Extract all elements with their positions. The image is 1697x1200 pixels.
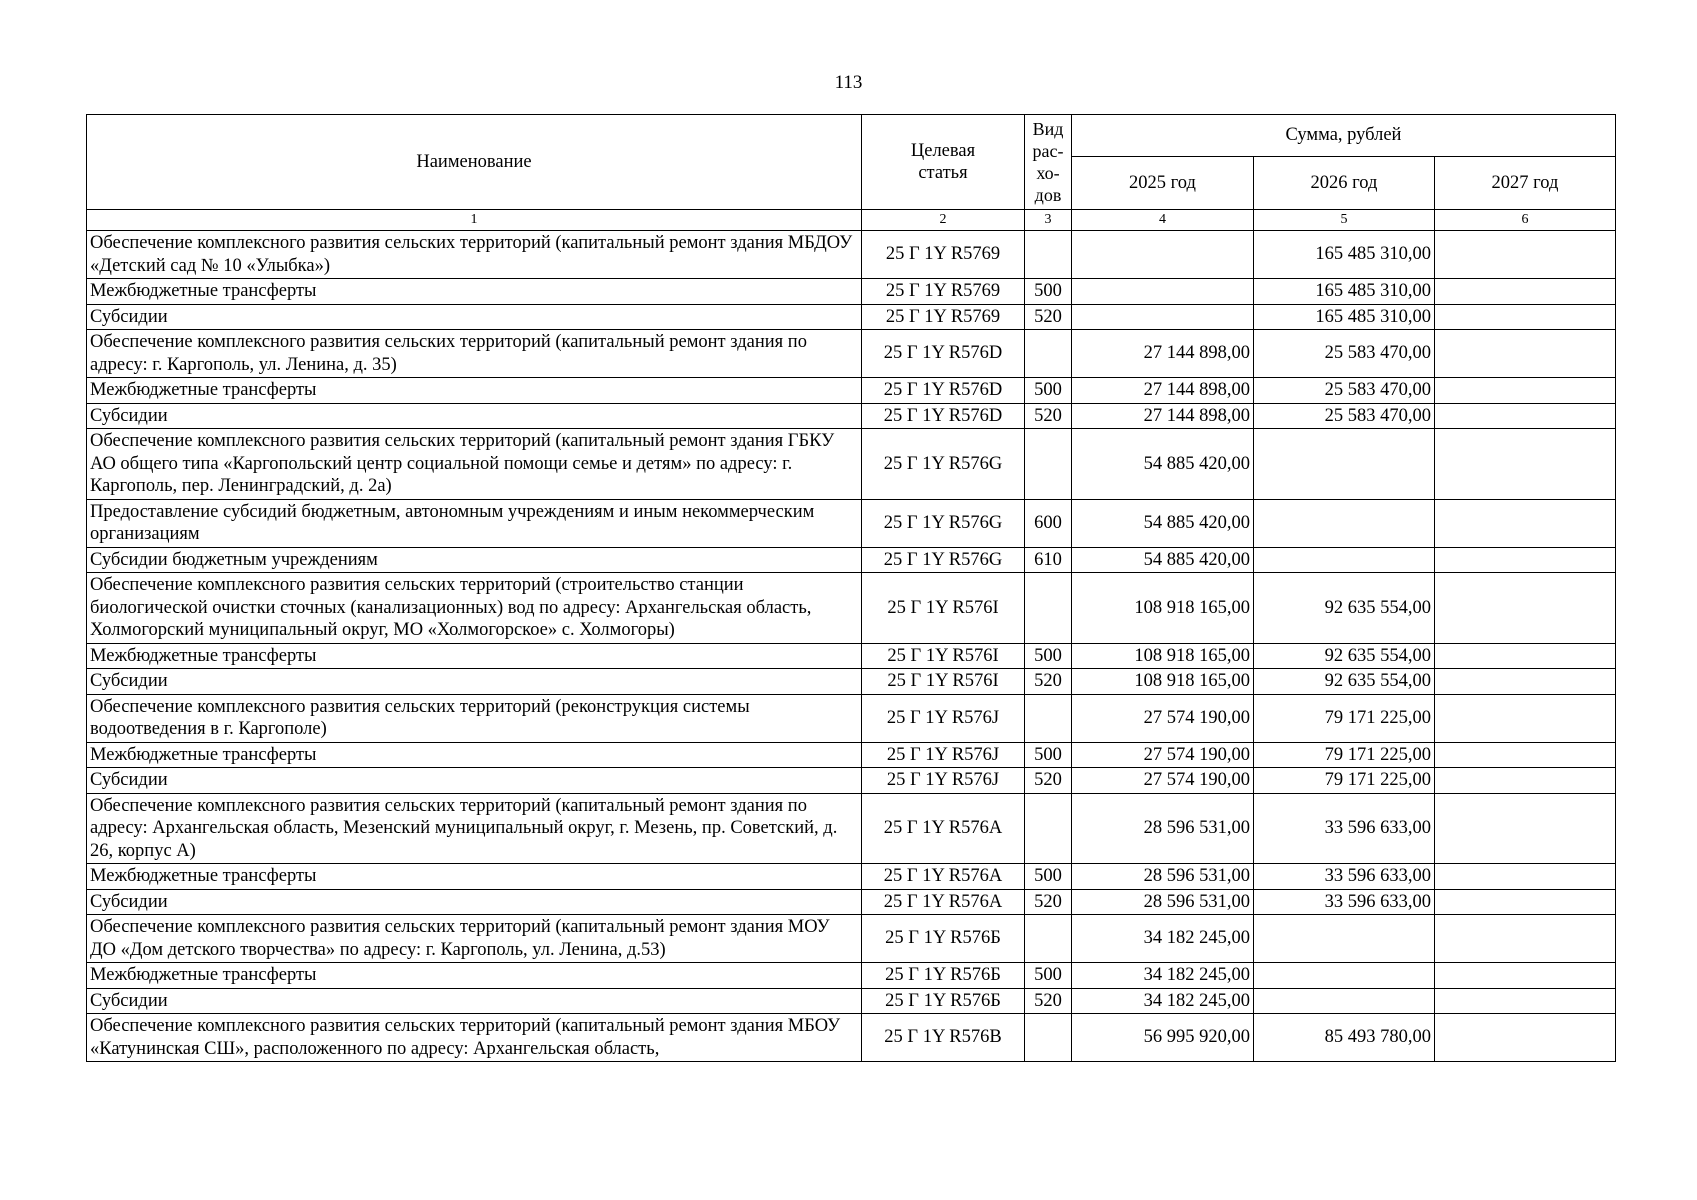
row-amount-2025: 54 885 420,00 bbox=[1072, 429, 1254, 500]
row-expense-type: 520 bbox=[1025, 403, 1072, 429]
row-amount-2025: 27 574 190,00 bbox=[1072, 742, 1254, 768]
header-year-2026: 2026 год bbox=[1254, 157, 1435, 210]
row-amount-2025 bbox=[1072, 304, 1254, 330]
row-amount-2027 bbox=[1435, 915, 1616, 963]
row-expense-type: 520 bbox=[1025, 889, 1072, 915]
row-amount-2027 bbox=[1435, 742, 1616, 768]
row-name: Обеспечение комплексного развития сельских территорий (капитальный ремонт здания МБДОУ «Детский сад № 10 «Улыбка») bbox=[87, 231, 862, 279]
row-expense-type: 500 bbox=[1025, 643, 1072, 669]
row-name: Субсидии bbox=[87, 768, 862, 794]
row-amount-2027 bbox=[1435, 963, 1616, 989]
row-amount-2025: 27 574 190,00 bbox=[1072, 694, 1254, 742]
row-amount-2027 bbox=[1435, 279, 1616, 305]
row-amount-2026: 79 171 225,00 bbox=[1254, 768, 1435, 794]
row-target-article: 25 Г 1Y R576Б bbox=[862, 963, 1025, 989]
header-target-article bbox=[862, 115, 1025, 210]
row-target-article: 25 Г 1Y R576J bbox=[862, 694, 1025, 742]
row-amount-2025: 34 182 245,00 bbox=[1072, 963, 1254, 989]
row-target-article: 25 Г 1Y R576D bbox=[862, 330, 1025, 378]
table-row bbox=[87, 864, 1616, 890]
row-name: Обеспечение комплексного развития сельских территорий (реконструкция системы водоотведения в г. Каргополе) bbox=[87, 694, 862, 742]
table-row bbox=[87, 1014, 1616, 1062]
row-name: Субсидии бюджетным учреждениям bbox=[87, 547, 862, 573]
table-row bbox=[87, 573, 1616, 644]
row-target-article: 25 Г 1Y R5769 bbox=[862, 279, 1025, 305]
row-amount-2027 bbox=[1435, 889, 1616, 915]
row-amount-2025: 27 144 898,00 bbox=[1072, 403, 1254, 429]
budget-table bbox=[86, 114, 1616, 1062]
row-name: Межбюджетные трансферты bbox=[87, 378, 862, 404]
table-row bbox=[87, 378, 1616, 404]
header-expense-type-line: Вид bbox=[1032, 119, 1064, 139]
row-target-article: 25 Г 1Y R576Б bbox=[862, 915, 1025, 963]
row-amount-2027 bbox=[1435, 378, 1616, 404]
table-row bbox=[87, 547, 1616, 573]
row-target-article: 25 Г 1Y R576I bbox=[862, 669, 1025, 695]
row-amount-2026 bbox=[1254, 988, 1435, 1014]
row-amount-2027 bbox=[1435, 403, 1616, 429]
row-amount-2026 bbox=[1254, 547, 1435, 573]
table-row bbox=[87, 988, 1616, 1014]
row-expense-type bbox=[1025, 694, 1072, 742]
row-name: Обеспечение комплексного развития сельских территорий (капитальный ремонт здания МОУ ДО «Дом детского творчества» по адресу: г. Каргополь, ул. Ленина, д.53) bbox=[87, 915, 862, 963]
row-expense-type bbox=[1025, 573, 1072, 644]
row-amount-2026: 25 583 470,00 bbox=[1254, 378, 1435, 404]
table-row bbox=[87, 669, 1616, 695]
row-amount-2025: 56 995 920,00 bbox=[1072, 1014, 1254, 1062]
row-amount-2027 bbox=[1435, 669, 1616, 695]
row-target-article: 25 Г 1Y R576J bbox=[862, 742, 1025, 768]
row-target-article: 25 Г 1Y R576A bbox=[862, 889, 1025, 915]
row-name: Межбюджетные трансферты bbox=[87, 643, 862, 669]
row-amount-2027 bbox=[1435, 499, 1616, 547]
table-row bbox=[87, 793, 1616, 864]
row-target-article: 25 Г 1Y R576I bbox=[862, 643, 1025, 669]
row-amount-2026: 92 635 554,00 bbox=[1254, 669, 1435, 695]
row-amount-2027 bbox=[1435, 793, 1616, 864]
row-amount-2027 bbox=[1435, 304, 1616, 330]
row-amount-2027 bbox=[1435, 988, 1616, 1014]
row-amount-2026 bbox=[1254, 499, 1435, 547]
table-row bbox=[87, 499, 1616, 547]
row-target-article: 25 Г 1Y R576A bbox=[862, 864, 1025, 890]
table-row bbox=[87, 643, 1616, 669]
header-expense-type bbox=[1025, 115, 1072, 210]
column-number: 4 bbox=[1072, 210, 1254, 231]
row-amount-2026 bbox=[1254, 915, 1435, 963]
row-amount-2026: 92 635 554,00 bbox=[1254, 573, 1435, 644]
row-expense-type bbox=[1025, 330, 1072, 378]
row-expense-type: 610 bbox=[1025, 547, 1072, 573]
header-target-article-text: Целевая статья bbox=[910, 140, 976, 183]
table-row bbox=[87, 279, 1616, 305]
row-expense-type bbox=[1025, 231, 1072, 279]
row-amount-2027 bbox=[1435, 768, 1616, 794]
row-amount-2026: 33 596 633,00 bbox=[1254, 864, 1435, 890]
row-target-article: 25 Г 1Y R576D bbox=[862, 378, 1025, 404]
row-target-article: 25 Г 1Y R576D bbox=[862, 403, 1025, 429]
column-number-row bbox=[87, 210, 1616, 231]
row-expense-type: 500 bbox=[1025, 279, 1072, 305]
row-amount-2025: 54 885 420,00 bbox=[1072, 499, 1254, 547]
table-row bbox=[87, 304, 1616, 330]
row-expense-type: 520 bbox=[1025, 304, 1072, 330]
row-expense-type bbox=[1025, 1014, 1072, 1062]
row-amount-2025: 108 918 165,00 bbox=[1072, 573, 1254, 644]
table-row bbox=[87, 403, 1616, 429]
header-expense-type-line: хо- bbox=[1036, 163, 1060, 183]
row-expense-type: 600 bbox=[1025, 499, 1072, 547]
table-row bbox=[87, 889, 1616, 915]
row-amount-2027 bbox=[1435, 643, 1616, 669]
row-amount-2025 bbox=[1072, 231, 1254, 279]
row-amount-2026: 165 485 310,00 bbox=[1254, 279, 1435, 305]
row-amount-2025 bbox=[1072, 279, 1254, 305]
row-target-article: 25 Г 1Y R576G bbox=[862, 429, 1025, 500]
row-expense-type: 500 bbox=[1025, 963, 1072, 989]
row-amount-2026: 165 485 310,00 bbox=[1254, 304, 1435, 330]
row-amount-2027 bbox=[1435, 1014, 1616, 1062]
header-name: Наименование bbox=[87, 115, 862, 210]
row-name: Обеспечение комплексного развития сельских территорий (капитальный ремонт здания по адресу: Архангельская область, Мезенский муниципальный округ, г. Мезень, пр. Советский, д. 26, корпус А) bbox=[87, 793, 862, 864]
header-year-2027: 2027 год bbox=[1435, 157, 1616, 210]
row-amount-2025: 28 596 531,00 bbox=[1072, 864, 1254, 890]
row-amount-2026: 33 596 633,00 bbox=[1254, 889, 1435, 915]
row-amount-2026: 25 583 470,00 bbox=[1254, 403, 1435, 429]
header-year-2025: 2025 год bbox=[1072, 157, 1254, 210]
table-row bbox=[87, 429, 1616, 500]
row-amount-2025: 54 885 420,00 bbox=[1072, 547, 1254, 573]
table-row bbox=[87, 768, 1616, 794]
row-target-article: 25 Г 1Y R576B bbox=[862, 1014, 1025, 1062]
table-row bbox=[87, 694, 1616, 742]
table-row bbox=[87, 330, 1616, 378]
row-name: Межбюджетные трансферты bbox=[87, 864, 862, 890]
row-amount-2027 bbox=[1435, 330, 1616, 378]
row-amount-2027 bbox=[1435, 573, 1616, 644]
page-number: 113 bbox=[834, 72, 863, 93]
row-name: Субсидии bbox=[87, 889, 862, 915]
row-amount-2027 bbox=[1435, 864, 1616, 890]
row-amount-2025: 34 182 245,00 bbox=[1072, 988, 1254, 1014]
row-amount-2026: 25 583 470,00 bbox=[1254, 330, 1435, 378]
row-name: Субсидии bbox=[87, 669, 862, 695]
row-amount-2026 bbox=[1254, 963, 1435, 989]
column-number: 6 bbox=[1435, 210, 1616, 231]
header-expense-type-line: рас- bbox=[1032, 141, 1064, 161]
row-amount-2026: 85 493 780,00 bbox=[1254, 1014, 1435, 1062]
row-amount-2026: 33 596 633,00 bbox=[1254, 793, 1435, 864]
row-name: Обеспечение комплексного развития сельских территорий (капитальный ремонт здания по адресу: г. Каргополь, ул. Ленина, д. 35) bbox=[87, 330, 862, 378]
column-number: 3 bbox=[1025, 210, 1072, 231]
row-amount-2026 bbox=[1254, 429, 1435, 500]
header-sum: Сумма, рублей bbox=[1072, 115, 1616, 157]
row-amount-2025: 108 918 165,00 bbox=[1072, 669, 1254, 695]
row-amount-2026: 79 171 225,00 bbox=[1254, 694, 1435, 742]
row-expense-type: 500 bbox=[1025, 864, 1072, 890]
row-amount-2025: 28 596 531,00 bbox=[1072, 889, 1254, 915]
row-target-article: 25 Г 1Y R576I bbox=[862, 573, 1025, 644]
row-expense-type: 520 bbox=[1025, 669, 1072, 695]
row-target-article: 25 Г 1Y R5769 bbox=[862, 304, 1025, 330]
table-row bbox=[87, 915, 1616, 963]
row-target-article: 25 Г 1Y R576G bbox=[862, 499, 1025, 547]
row-expense-type: 500 bbox=[1025, 742, 1072, 768]
row-amount-2025: 34 182 245,00 bbox=[1072, 915, 1254, 963]
table-row bbox=[87, 742, 1616, 768]
row-amount-2027 bbox=[1435, 547, 1616, 573]
row-name: Субсидии bbox=[87, 403, 862, 429]
row-name: Межбюджетные трансферты bbox=[87, 742, 862, 768]
row-amount-2027 bbox=[1435, 429, 1616, 500]
column-number: 1 bbox=[87, 210, 862, 231]
column-number: 5 bbox=[1254, 210, 1435, 231]
row-name: Субсидии bbox=[87, 304, 862, 330]
row-amount-2025: 27 144 898,00 bbox=[1072, 378, 1254, 404]
row-target-article: 25 Г 1Y R576G bbox=[862, 547, 1025, 573]
header-expense-type-line: дов bbox=[1034, 185, 1062, 205]
row-amount-2027 bbox=[1435, 231, 1616, 279]
row-target-article: 25 Г 1Y R576J bbox=[862, 768, 1025, 794]
row-expense-type bbox=[1025, 429, 1072, 500]
row-expense-type: 520 bbox=[1025, 768, 1072, 794]
table-row bbox=[87, 963, 1616, 989]
row-amount-2026: 165 485 310,00 bbox=[1254, 231, 1435, 279]
row-amount-2026: 92 635 554,00 bbox=[1254, 643, 1435, 669]
row-amount-2027 bbox=[1435, 694, 1616, 742]
row-name: Межбюджетные трансферты bbox=[87, 963, 862, 989]
row-expense-type bbox=[1025, 915, 1072, 963]
row-name: Межбюджетные трансферты bbox=[87, 279, 862, 305]
row-target-article: 25 Г 1Y R576A bbox=[862, 793, 1025, 864]
row-amount-2026: 79 171 225,00 bbox=[1254, 742, 1435, 768]
row-amount-2025: 28 596 531,00 bbox=[1072, 793, 1254, 864]
row-amount-2025: 27 144 898,00 bbox=[1072, 330, 1254, 378]
row-name: Субсидии bbox=[87, 988, 862, 1014]
column-number: 2 bbox=[862, 210, 1025, 231]
row-name: Обеспечение комплексного развития сельских территорий (капитальный ремонт здания ГБКУ АО общего типа «Каргопольский центр социальной помощи семье и детям» по адресу: г. Каргополь, пер. Ленинградский, д. 2а) bbox=[87, 429, 862, 500]
row-expense-type bbox=[1025, 793, 1072, 864]
row-target-article: 25 Г 1Y R576Б bbox=[862, 988, 1025, 1014]
row-name: Обеспечение комплексного развития сельских территорий (капитальный ремонт здания МБОУ «Катунинская СШ», расположенного по адресу: Архангельская область, bbox=[87, 1014, 862, 1062]
table-row bbox=[87, 231, 1616, 279]
row-amount-2025: 108 918 165,00 bbox=[1072, 643, 1254, 669]
row-name: Предоставление субсидий бюджетным, автономным учреждениям и иным некоммерческим организациям bbox=[87, 499, 862, 547]
row-expense-type: 500 bbox=[1025, 378, 1072, 404]
row-name: Обеспечение комплексного развития сельских территорий (строительство станции биологической очистки сточных (канализационных) вод по адресу: Архангельская область, Холмогорский муниципальный округ, МО «Холмогорское» с. Холмогоры) bbox=[87, 573, 862, 644]
row-target-article: 25 Г 1Y R5769 bbox=[862, 231, 1025, 279]
row-expense-type: 520 bbox=[1025, 988, 1072, 1014]
row-amount-2025: 27 574 190,00 bbox=[1072, 768, 1254, 794]
